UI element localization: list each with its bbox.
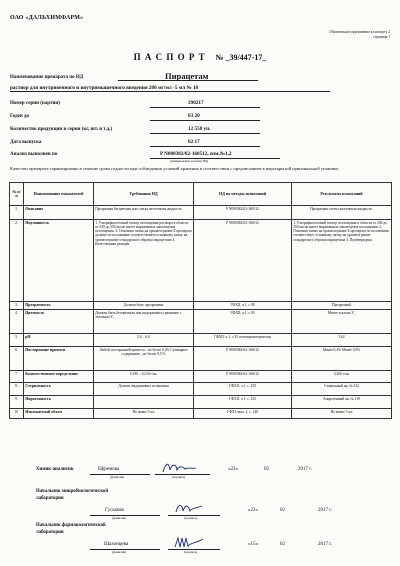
- row-method: ГФХII, ч.1, с.35 потенциометрически: [194, 334, 292, 347]
- row-method: ГФХI, вып. 2, с. 140: [194, 409, 292, 419]
- row-name: Извлекаемый объем: [24, 409, 94, 419]
- header-method: НД на методы испытаний: [194, 183, 292, 206]
- series-label: Номер серии (партии): [10, 101, 60, 106]
- row-num: 7.: [10, 371, 24, 383]
- row-name: Подлинность: [24, 220, 94, 302]
- row-num: 8.: [10, 383, 24, 396]
- row-result: Стерильный ан. № 412: [292, 383, 392, 396]
- release-label: Дата выпуска: [10, 140, 42, 145]
- expiry-label: Годен до: [10, 114, 30, 119]
- analyst-name: Ефремова: [98, 467, 120, 472]
- row-name: Стерильность: [24, 383, 94, 396]
- table-row: [10, 371, 392, 383]
- product-label: Наименование препарата по НД: [10, 75, 84, 80]
- table-row: [10, 206, 392, 220]
- row-result: Прозрачный: [292, 302, 392, 310]
- micro-month: 02: [280, 508, 285, 513]
- row-result: 5,62: [292, 334, 392, 347]
- organization-name: ОАО «ДАЛЬХИМФАРМ»: [10, 15, 84, 21]
- quality-guarantee-text: Качество препарата гарантировано в течение срока годности при соблюдении условий хранения в соответствии с предписанием в нераскрытой оригинальной упаковке.: [10, 166, 340, 171]
- pharm-name-caption: (фамилия): [112, 550, 127, 554]
- table-row: [10, 409, 392, 419]
- row-method: ГФХII, ч.1, с. 125: [194, 396, 292, 409]
- header-name: Наименование показателей: [24, 183, 94, 206]
- row-method: ГФХII, ч.1, с. 150: [194, 383, 292, 396]
- row-requirement: Должен быть прозрачным: [94, 302, 194, 310]
- quantity-label: Количество продукции в серии (кг, шт. и т.д.): [10, 127, 113, 132]
- product-name: Пирацетам: [165, 71, 209, 81]
- row-num: 1.: [10, 206, 24, 220]
- row-result: Менее эталона Y₆: [292, 310, 392, 334]
- micro-year: 2017 г.: [318, 508, 332, 513]
- row-method: P N000382/02-160512: [194, 347, 292, 371]
- micro-sign-caption: (подпись): [184, 516, 198, 520]
- row-name: Посторонние примеси: [24, 347, 94, 371]
- row-method: ГФХII, ч.1, с.98: [194, 302, 292, 310]
- analyst-sign-caption: (подпись): [172, 475, 186, 479]
- product-form-underline: [10, 91, 330, 92]
- pharm-signature: [172, 534, 206, 550]
- table-header-row: [10, 183, 392, 206]
- form-note-line1: Обязательное приложение к паспорту 2: [329, 30, 390, 34]
- row-result: Апирогенный ан. № 119: [292, 396, 392, 409]
- micro-label-line2: лаборатории: [36, 496, 64, 501]
- table-row: [10, 383, 392, 396]
- row-num: 6.: [10, 347, 24, 371]
- row-method: P N000382/02-160512: [194, 371, 292, 383]
- row-method: ГФХII, ч.1, с.93: [194, 310, 292, 334]
- row-method: P N000382/02-160512: [194, 220, 292, 302]
- pharm-day: «15»: [248, 542, 258, 547]
- series-value: 390217: [188, 100, 204, 106]
- row-name: Количественное определение: [24, 371, 94, 383]
- pharm-label-line2: лаборатории: [36, 530, 64, 535]
- row-requirement: 5,0 – 6,0: [94, 334, 194, 347]
- micro-signature: [172, 500, 206, 516]
- document-title: [0, 52, 400, 62]
- row-result: Прозрачная слегка желтоватая жидкость.: [292, 206, 392, 220]
- row-requirement: [94, 396, 194, 409]
- pharm-month: 02: [280, 542, 285, 547]
- row-requirement: 1. Ультрафиолетовый спектр поглощения раствора в области от 230 до 350 нм не имеет выраженных максимумов поглощения. 2. Основное пятно на хроматограмме Б препарата должно по положению соответствовать основному пятну на хроматограмме стандартного образца пирацетама 3. Качественная реакция: [94, 220, 194, 302]
- form-note-line2: страница 1: [373, 35, 390, 39]
- row-requirement: Должен быть бесцветным или выдерживать сравнение с эталоном Y₆: [94, 310, 194, 334]
- expiry-underline: [150, 120, 260, 121]
- product-underline: [118, 80, 258, 81]
- row-requirement: Прозрачная бесцветная или слегка желтоватая жидкость.: [94, 206, 194, 220]
- form-note: [329, 30, 390, 40]
- table-row: [10, 310, 392, 334]
- row-requirement: Любой посторонней примеси – не более 0,2% Суммарное содержание – не более 0,5 %: [94, 347, 194, 371]
- table-row: [10, 347, 392, 371]
- title-text: П А С П О Р Т: [133, 52, 206, 62]
- row-name: Описание: [24, 206, 94, 220]
- product-form: раствор для внутривенного и внутримышечного введения 200 мг/мл -5 мл № 10: [10, 85, 199, 91]
- micro-name-caption: (фамилия): [112, 516, 127, 520]
- analysis-value: P N000382/02-160512, изм.№1,2: [160, 151, 232, 157]
- analyst-name-caption: (фамилия): [110, 475, 125, 479]
- series-underline: [150, 107, 260, 108]
- passport-number: № _39/447-17_: [215, 53, 267, 62]
- quantity-value: 12 558 уп.: [188, 126, 211, 132]
- table-row: [10, 302, 392, 310]
- expiry-value: 03 20: [188, 113, 200, 119]
- pharm-name: Шахонцева: [104, 542, 129, 547]
- row-requirement: 0,190 – 0,210 г/мл: [94, 371, 194, 383]
- analyst-label: Химик-аналитик: [36, 467, 74, 472]
- row-name: pH: [24, 334, 94, 347]
- quantity-underline: [150, 133, 260, 134]
- table-row: [10, 396, 392, 409]
- test-results-table: [9, 182, 392, 419]
- pharm-year: 2017 г.: [318, 542, 332, 547]
- row-num: 9.: [10, 396, 24, 409]
- header-result: Результаты испытаний: [292, 183, 392, 206]
- analyst-month: 02: [264, 467, 269, 472]
- row-num: 2.: [10, 220, 24, 302]
- row-result: Не менее 5 мл: [292, 409, 392, 419]
- row-requirement: Должен выдерживать испытания: [94, 383, 194, 396]
- header-num: № п/п: [10, 183, 24, 206]
- pharm-sign-caption: (подпись): [184, 550, 198, 554]
- release-value: 02 17: [188, 139, 200, 145]
- row-num: 4.: [10, 310, 24, 334]
- micro-name: Гуськова: [105, 508, 124, 513]
- row-name: Прозрачность: [24, 302, 94, 310]
- row-name: Пирогенность: [24, 396, 94, 409]
- micro-day: «22»: [248, 508, 258, 513]
- row-result: 0,200 г/мл: [292, 371, 392, 383]
- analysis-caption: (наименование и номер НД): [170, 159, 209, 163]
- analyst-day: «22»: [228, 467, 238, 472]
- analyst-year: 2017 г.: [298, 467, 312, 472]
- pharm-label-line1: Начальник фармакологической: [36, 523, 106, 528]
- row-num: 5.: [10, 334, 24, 347]
- row-num: 10.: [10, 409, 24, 419]
- table-row: [10, 220, 392, 302]
- row-name: Цветность: [24, 310, 94, 334]
- analysis-label: Анализ выполнен по: [10, 152, 58, 157]
- row-result: 1. Ультрафиолетовый спектр поглощения в области от 230 до 350 нм не имеет выраженных максимумов поглощения. 2. Основное пятно на хроматограмме Б препарата по положению соответствует основному пятну на хроматограмме стандартного образца пирацетама 3. Подтверждена: [292, 220, 392, 302]
- row-result: Менее 0,2% Менее 0,5%: [292, 347, 392, 371]
- row-method: P N000382/02-160512: [194, 206, 292, 220]
- header-requirement: Требования НД: [94, 183, 194, 206]
- row-num: 3.: [10, 302, 24, 310]
- row-requirement: Не менее 5 мл: [94, 409, 194, 419]
- table-row: [10, 334, 392, 347]
- micro-label-line1: Начальник микробиологической: [36, 489, 109, 494]
- release-underline: [150, 146, 260, 147]
